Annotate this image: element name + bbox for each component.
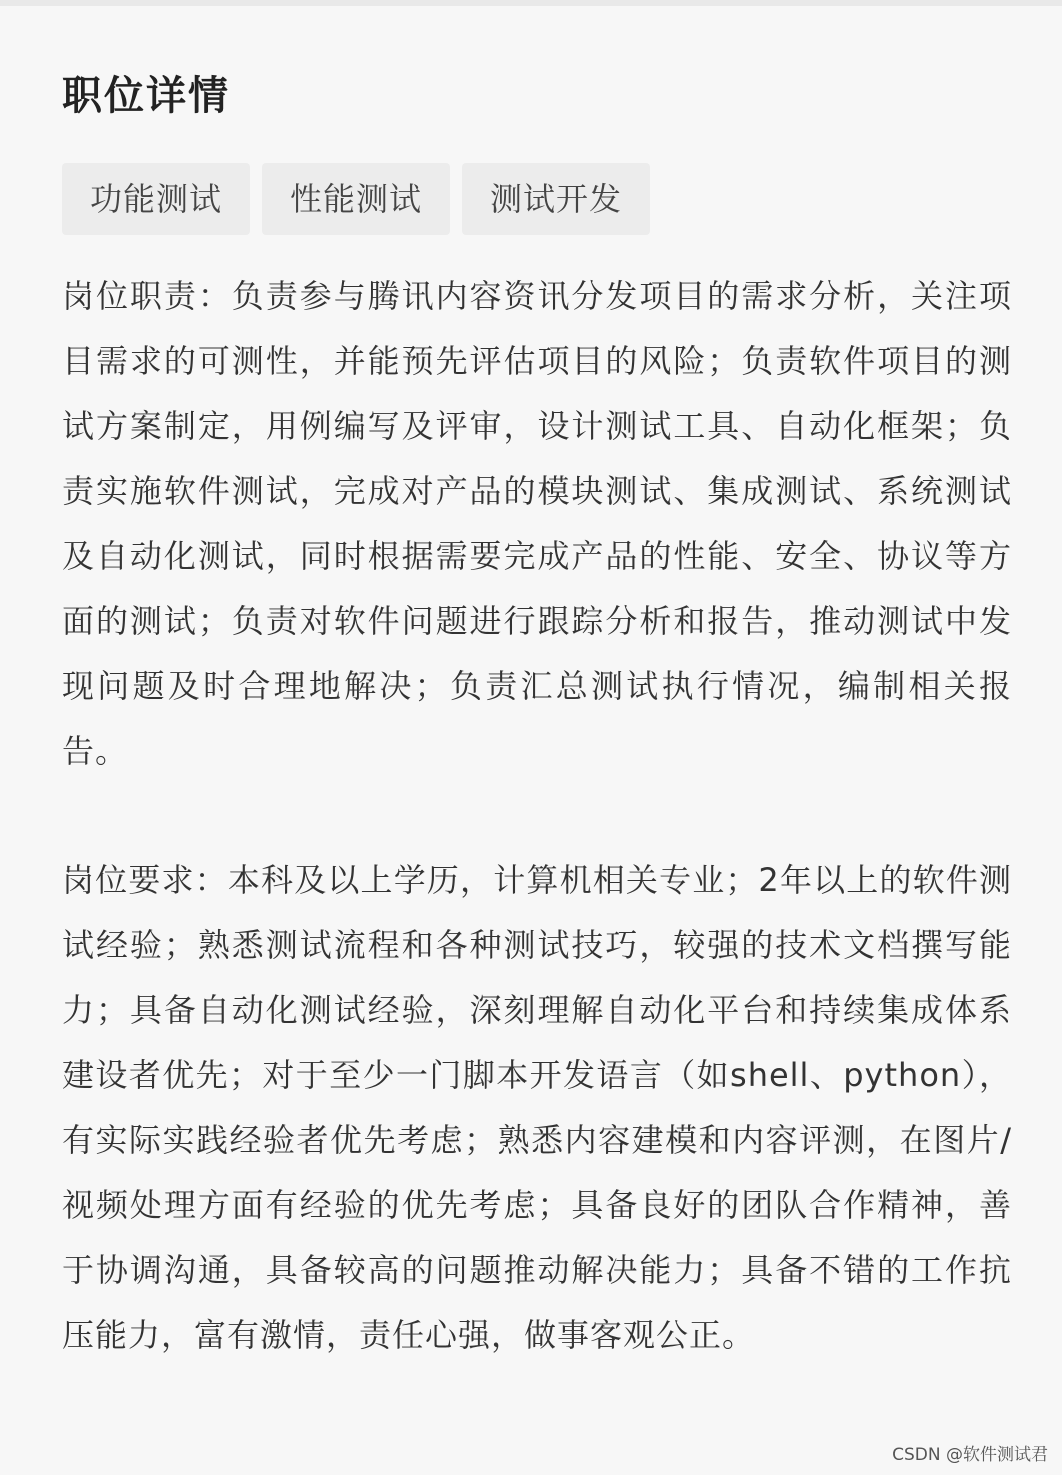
tag-test-development[interactable]: 测试开发 xyxy=(462,163,650,235)
top-divider xyxy=(0,0,1062,6)
skill-tag-list xyxy=(62,163,650,235)
tag-performance-testing[interactable]: 性能测试 xyxy=(262,163,450,235)
page-title: 职位详情 xyxy=(62,73,230,119)
job-responsibilities: 岗位职责：负责参与腾讯内容资讯分发项目的需求分析，关注项目需求的可测性，并能预先评估项目的风险；负责软件项目的测试方案制定，用例编写及评审，设计测试工具、自动化框架；负责实施软件测试，完成对产品的模块测试、集成测试、系统测试及自动化测试，同时根据需要完成产品的性能、安全、协议等方面的测试；负责对软件问题进行跟踪分析和报告，推动测试中发现问题及时合理地解决；负责汇总测试执行情况，编制相关报告。 xyxy=(62,277,1012,770)
csdn-watermark: CSDN @软件测试君 xyxy=(892,1445,1048,1465)
job-requirements: 岗位要求：本科及以上学历，计算机相关专业；2年以上的软件测试经验；熟悉测试流程和各种测试技巧，较强的技术文档撰写能力；具备自动化测试经验，深刻理解自动化平台和持续集成体系建设者优先；对于至少一门脚本开发语言（如shell、python），有实际实践经验者优先考虑；熟悉内容建模和内容评测，在图片/视频处理方面有经验的优先考虑；具备良好的团队合作精神，善于协调沟通，具备较高的问题推动解决能力；具备不错的工作抗压能力，富有激情，责任心强，做事客观公正。 xyxy=(62,861,1012,1354)
tag-functional-testing[interactable]: 功能测试 xyxy=(62,163,250,235)
